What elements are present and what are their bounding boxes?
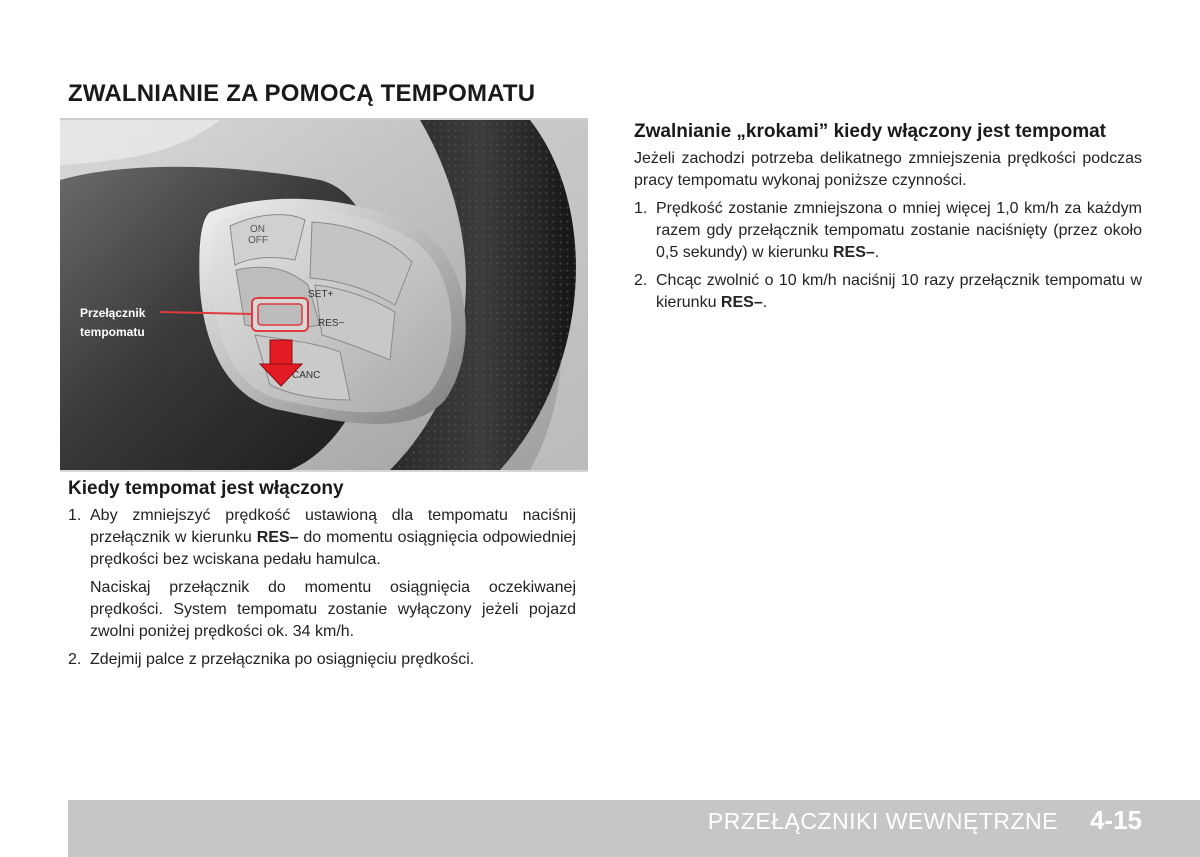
list-item bbox=[634, 198, 1142, 264]
steps-list bbox=[68, 505, 576, 671]
list-item-number: 2. bbox=[634, 272, 648, 289]
list-item-text: . bbox=[874, 244, 880, 261]
res-keyword: RES– bbox=[720, 294, 763, 311]
section-heading: Kiedy tempomat jest włączony bbox=[68, 478, 344, 499]
list-item-text: Prędkość zostanie zmniejszona o mniej więcej 1,0 km/h za każdym razem gdy przełącznik tempomatu zostanie naciśnięty (przez około 0,5 sekundy) w kierunku bbox=[656, 200, 1142, 261]
right-column bbox=[634, 121, 1142, 320]
res-keyword: RES– bbox=[256, 529, 299, 546]
page-title: ZWALNIANIE ZA POMOCĄ TEMPOMATU bbox=[68, 80, 536, 107]
footer-section-title: PRZEŁĄCZNIKI WEWNĘTRZNE bbox=[707, 808, 1058, 834]
steering-wheel-figure bbox=[60, 118, 588, 472]
off-label: OFF bbox=[248, 235, 268, 246]
list-item bbox=[68, 505, 576, 643]
intro-paragraph: Jeżeli zachodzi potrzeba delikatnego zmniejszenia prędkości podczas pracy tempomatu wykonaj poniższe czynności. bbox=[634, 150, 1142, 189]
list-item-number: 1. bbox=[68, 507, 82, 524]
list-item-text: Aby zmniejszyć prędkość ustawioną dla tempomatu naciśnij przełącznik w kierunku bbox=[90, 507, 576, 546]
steps-list bbox=[634, 198, 1142, 314]
list-item-text: Zdejmij palce z przełącznika po osiągnięciu prędkości. bbox=[90, 651, 475, 668]
list-item-text: do momentu osiągnięcia odpowiedniej prędkości bez wciskana pedału hamulca. bbox=[90, 529, 576, 568]
list-item-number: 2. bbox=[68, 651, 82, 668]
res-keyword: RES– bbox=[832, 244, 875, 261]
list-item-text: Chcąc zwolnić o 10 km/h naciśnij 10 razy przełącznik tempomatu w kierunku bbox=[656, 272, 1142, 311]
list-item-number: 1. bbox=[634, 200, 648, 217]
page-number: 4-15 bbox=[1089, 805, 1142, 835]
on-label: ON bbox=[250, 224, 265, 235]
section-heading: Zwalnianie „krokami” kiedy włączony jest tempomat bbox=[634, 121, 1106, 142]
list-item-text: . bbox=[762, 294, 768, 311]
left-column bbox=[68, 478, 576, 677]
callout-text-line2: tempomatu bbox=[80, 325, 145, 339]
list-item-subparagraph: Naciskaj przełącznik do momentu osiągnięcia oczekiwanej prędkości. System tempomatu zostanie wyłączony jeżeli pojazd zwolni poniżej prędkości ok. 34 km/h. bbox=[90, 579, 576, 640]
res-label: RES− bbox=[318, 318, 345, 329]
callout-text-line1: Przełącznik bbox=[80, 306, 146, 320]
page-footer bbox=[68, 800, 1200, 857]
canc-label: CANC bbox=[292, 370, 321, 381]
list-item bbox=[68, 649, 576, 671]
list-item bbox=[634, 270, 1142, 314]
set-label: SET+ bbox=[308, 289, 334, 300]
